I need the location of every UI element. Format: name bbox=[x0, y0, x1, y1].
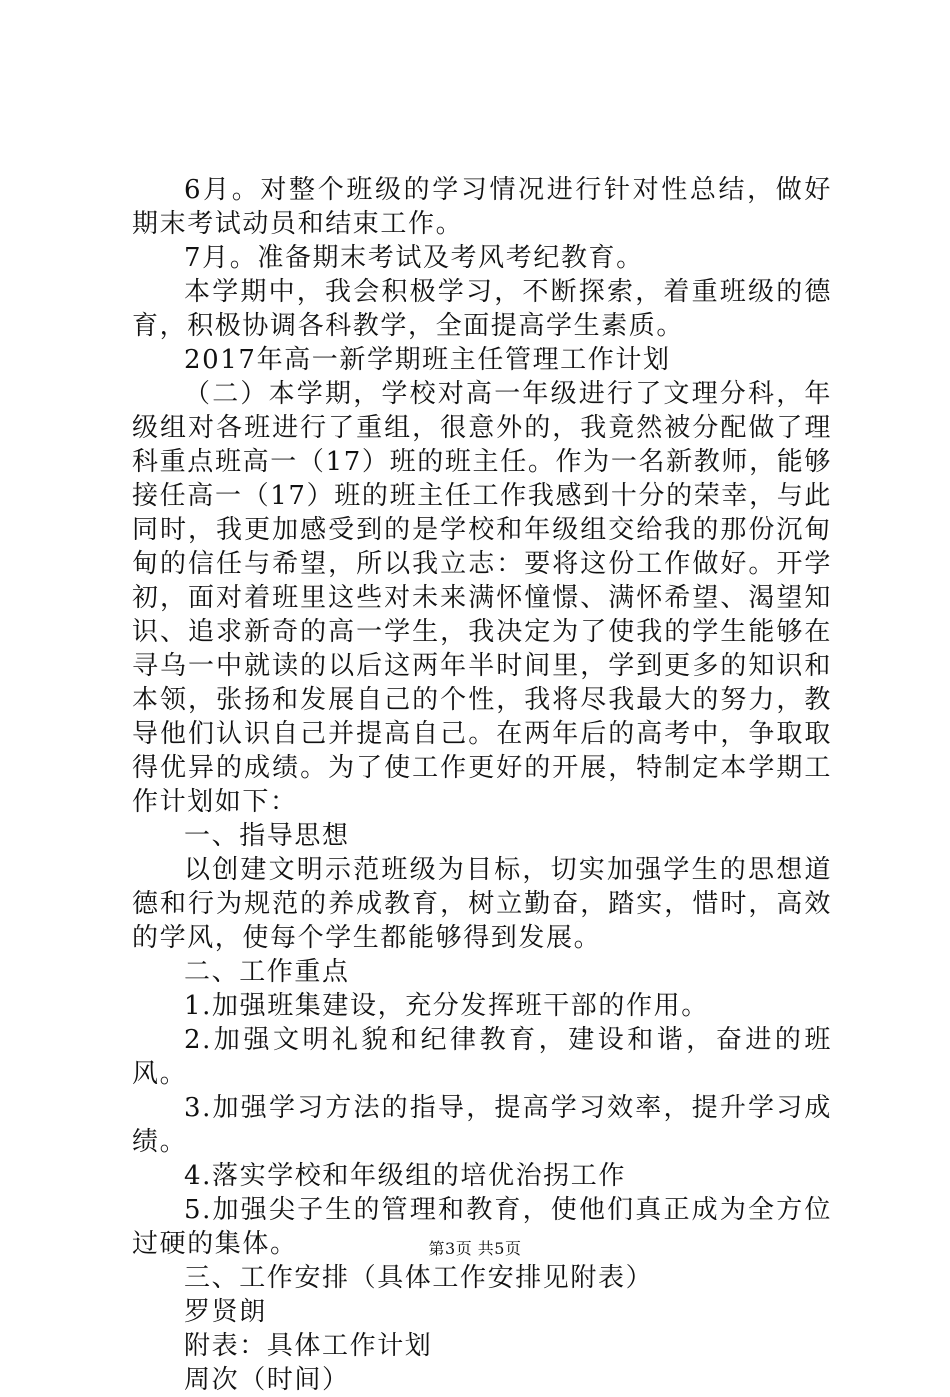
list-item: 1.加强班集建设，充分发挥班干部的作用。 bbox=[184, 991, 709, 1021]
table-column-header: 周次（时间） bbox=[184, 1365, 350, 1395]
paragraph-june-plan: 6月。对整个班级的学习情况进行针对性总结，做好期末考试动员和结束工作。 bbox=[132, 175, 832, 239]
appendix-title: 附表：具体工作计划 bbox=[184, 1331, 433, 1361]
list-item: 3.加强学习方法的指导，提高学习效率，提升学习成绩。 bbox=[132, 1093, 832, 1157]
page-number: 第3页 共5页 bbox=[428, 1239, 522, 1258]
paragraph-introduction: （二）本学期，学校对高一年级进行了文理分科，年级组对各班进行了重组，很意外的，我竟然被分配做了理科重点班高一（17）班的班主任。作为一名新教师，能够接任高一（17）班的班主任工作我感到十分的荣幸，与此同时，我更加感受到的是学校和年级组交给我的那份沉甸甸的信任与希望，所以我立志：要将这份工作做好。开学初，面对着班里这些对未来满怀憧憬、满怀希望、渴望知识、追求新奇的高一学生，我决定为了使我的学生能够在寻乌一中就读的以后这两年半时间里，学到更多的知识和本领，张扬和发展自己的个性，我将尽我最大的努力，教导他们认识自己并提高自己。在两年后的高考中，争取取得优异的成绩。为了使工作更好的开展，特制定本学期工作计划如下： bbox=[132, 379, 832, 817]
list-item: 2.加强文明礼貌和纪律教育，建设和谐，奋进的班风。 bbox=[132, 1025, 832, 1089]
paragraph-semester-summary: 本学期中，我会积极学习，不断探索，着重班级的德育，积极协调各科教学，全面提高学生素质。 bbox=[132, 277, 832, 341]
list-item: 5.加强尖子生的管理和教育，使他们真正成为全方位过硬的集体。 bbox=[132, 1195, 832, 1259]
author-name: 罗贤朗 bbox=[184, 1297, 267, 1327]
list-item: 4.落实学校和年级组的培优治拐工作 bbox=[184, 1161, 627, 1191]
document-body bbox=[132, 173, 832, 1397]
heading-work-arrangement: 三、工作安排（具体工作安排见附表） bbox=[184, 1263, 654, 1293]
heading-guiding-ideology: 一、指导思想 bbox=[184, 821, 350, 851]
paragraph-guiding-ideology: 以创建文明示范班级为目标，切实加强学生的思想道德和行为规范的养成教育，树立勤奋，踏实，惜时，高效的学风，使每个学生都能够得到发展。 bbox=[132, 855, 832, 953]
heading-work-focus: 二、工作重点 bbox=[184, 957, 350, 987]
section-title: 2017年高一新学期班主任管理工作计划 bbox=[184, 345, 671, 375]
paragraph-july-plan: 7月。准备期末考试及考风考纪教育。 bbox=[184, 243, 644, 273]
